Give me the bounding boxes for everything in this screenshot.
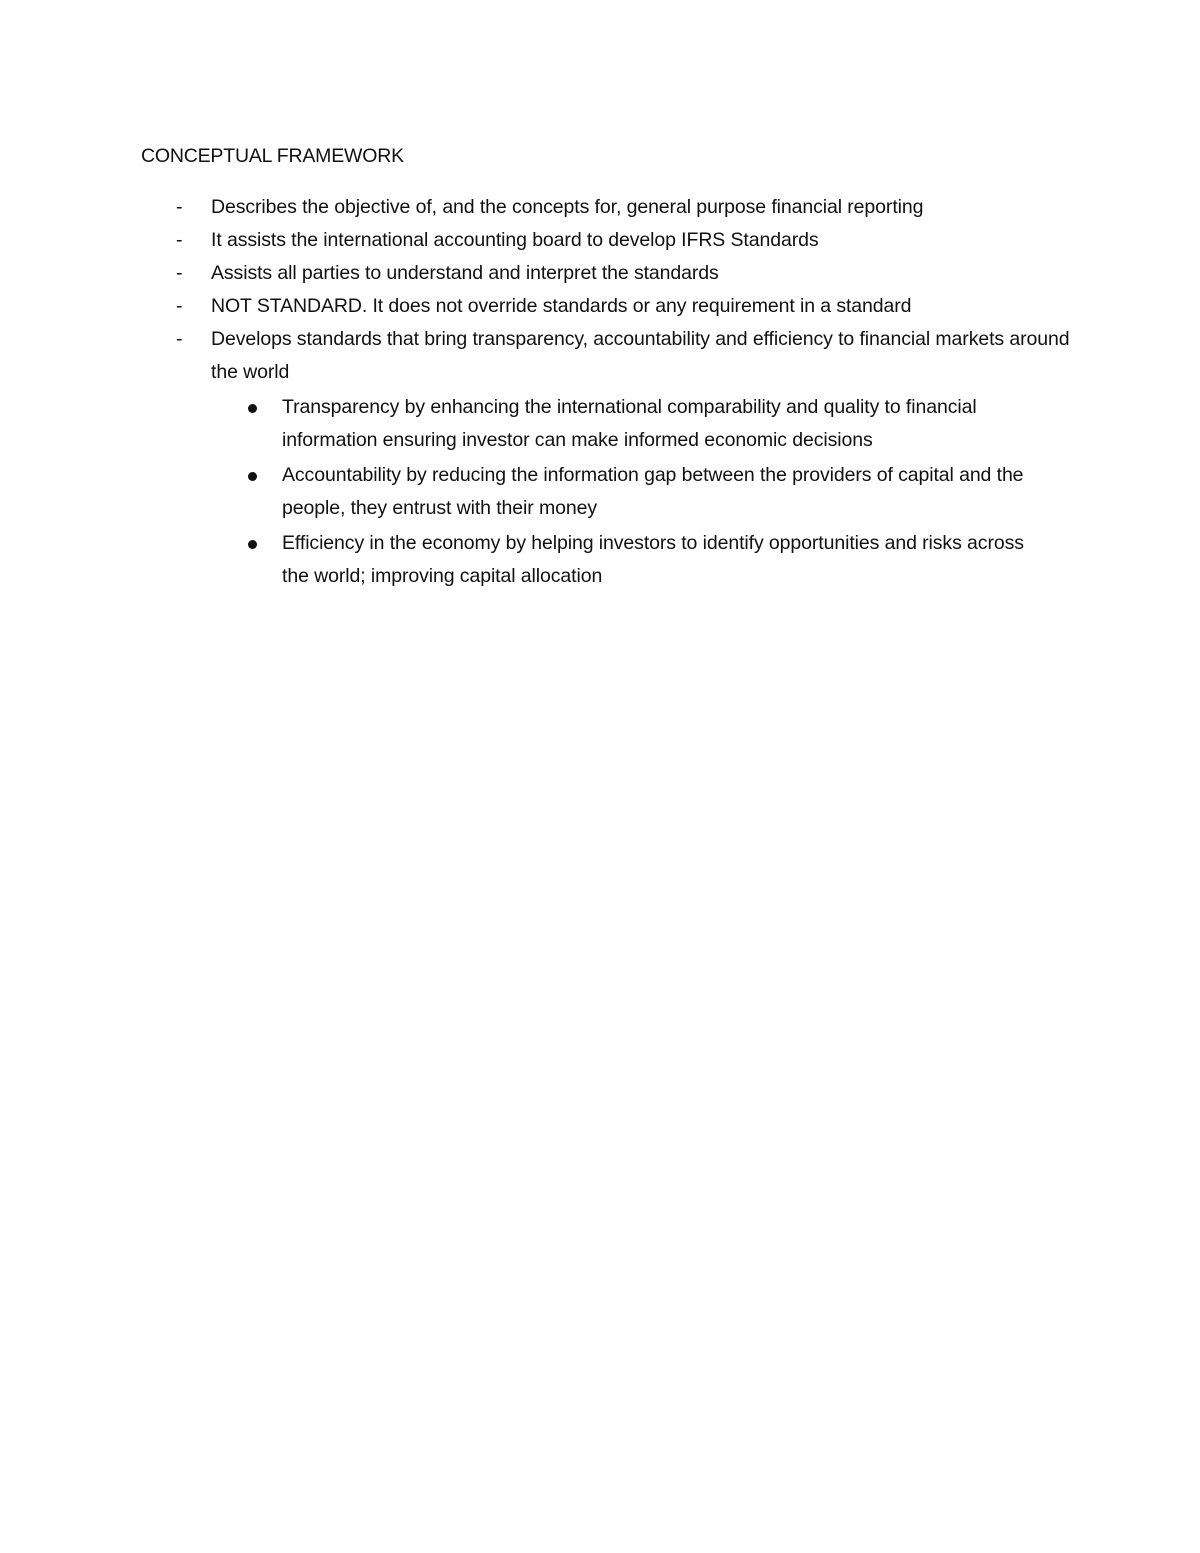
dash-bullet-icon: - (176, 196, 183, 218)
list-item-text: Describes the objective of, and the concepts for, general purpose financial reporting (211, 196, 924, 218)
sub-list-item (0, 527, 1200, 593)
list-item (0, 290, 1200, 323)
list-item (0, 323, 1200, 593)
bullet-dot-icon (248, 404, 257, 413)
dash-list (0, 191, 1200, 595)
list-item-text: Assists all parties to understand and interpret the standards (211, 262, 719, 284)
page-title: CONCEPTUAL FRAMEWORK (141, 145, 404, 167)
sub-list-item (0, 459, 1200, 525)
sub-list (0, 391, 1200, 593)
list-item (0, 224, 1200, 257)
dash-bullet-icon: - (176, 295, 183, 317)
sub-list-item-text: Transparency by enhancing the international comparability and quality to financial information ensuring investor can make informed economic decisions (282, 396, 977, 451)
dash-bullet-icon: - (176, 328, 183, 350)
sub-list-item (0, 391, 1200, 457)
dash-bullet-icon: - (176, 262, 183, 284)
bullet-dot-icon (248, 472, 257, 481)
list-item-text: Develops standards that bring transparency, accountability and efficiency to financial markets around the world (211, 328, 1070, 383)
list-item-text: It assists the international accounting board to develop IFRS Standards (211, 229, 819, 251)
bullet-dot-icon (248, 540, 257, 549)
list-item (0, 257, 1200, 290)
list-item (0, 191, 1200, 224)
sub-list-item-text: Accountability by reducing the information gap between the providers of capital and the people, they entrust with their money (282, 464, 1024, 519)
dash-bullet-icon: - (176, 229, 183, 251)
sub-list-item-text: Efficiency in the economy by helping investors to identify opportunities and risks across the world; improving capital allocation (282, 532, 1024, 587)
list-item-text: NOT STANDARD. It does not override standards or any requirement in a standard (211, 295, 912, 317)
